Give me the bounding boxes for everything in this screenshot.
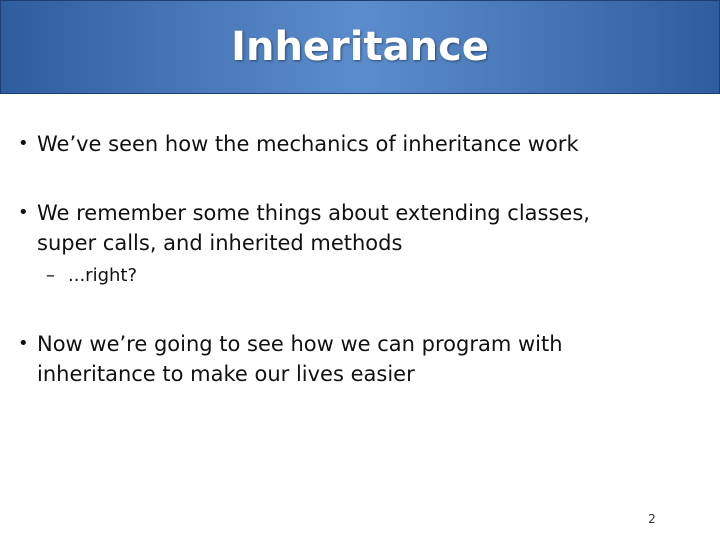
bullet-marker: • xyxy=(18,202,29,223)
bullet-line: We’ve seen how the mechanics of inheritance work xyxy=(37,132,579,156)
bullet-line: inheritance to make our lives easier xyxy=(37,362,415,386)
bullet-text xyxy=(37,329,698,389)
sub-bullet-text: ...right? xyxy=(68,265,138,286)
sub-bullet-item xyxy=(46,263,646,289)
bullet-line: super calls, and inherited methods xyxy=(37,231,403,255)
bullet-line: We remember some things about extending classes, xyxy=(37,201,590,225)
slide-title: Inheritance xyxy=(231,24,489,70)
bullet-text xyxy=(37,198,698,258)
bullet-marker: • xyxy=(18,333,29,354)
page-number: 2 xyxy=(648,512,656,526)
bullet-item xyxy=(18,129,698,159)
bullet-line: Now we’re going to see how we can program with xyxy=(37,332,563,356)
bullet-marker: • xyxy=(18,133,29,154)
bullet-item xyxy=(18,198,698,258)
bullet-item xyxy=(18,329,698,389)
bullet-text xyxy=(37,129,698,159)
sub-bullet-marker: – xyxy=(46,265,55,286)
